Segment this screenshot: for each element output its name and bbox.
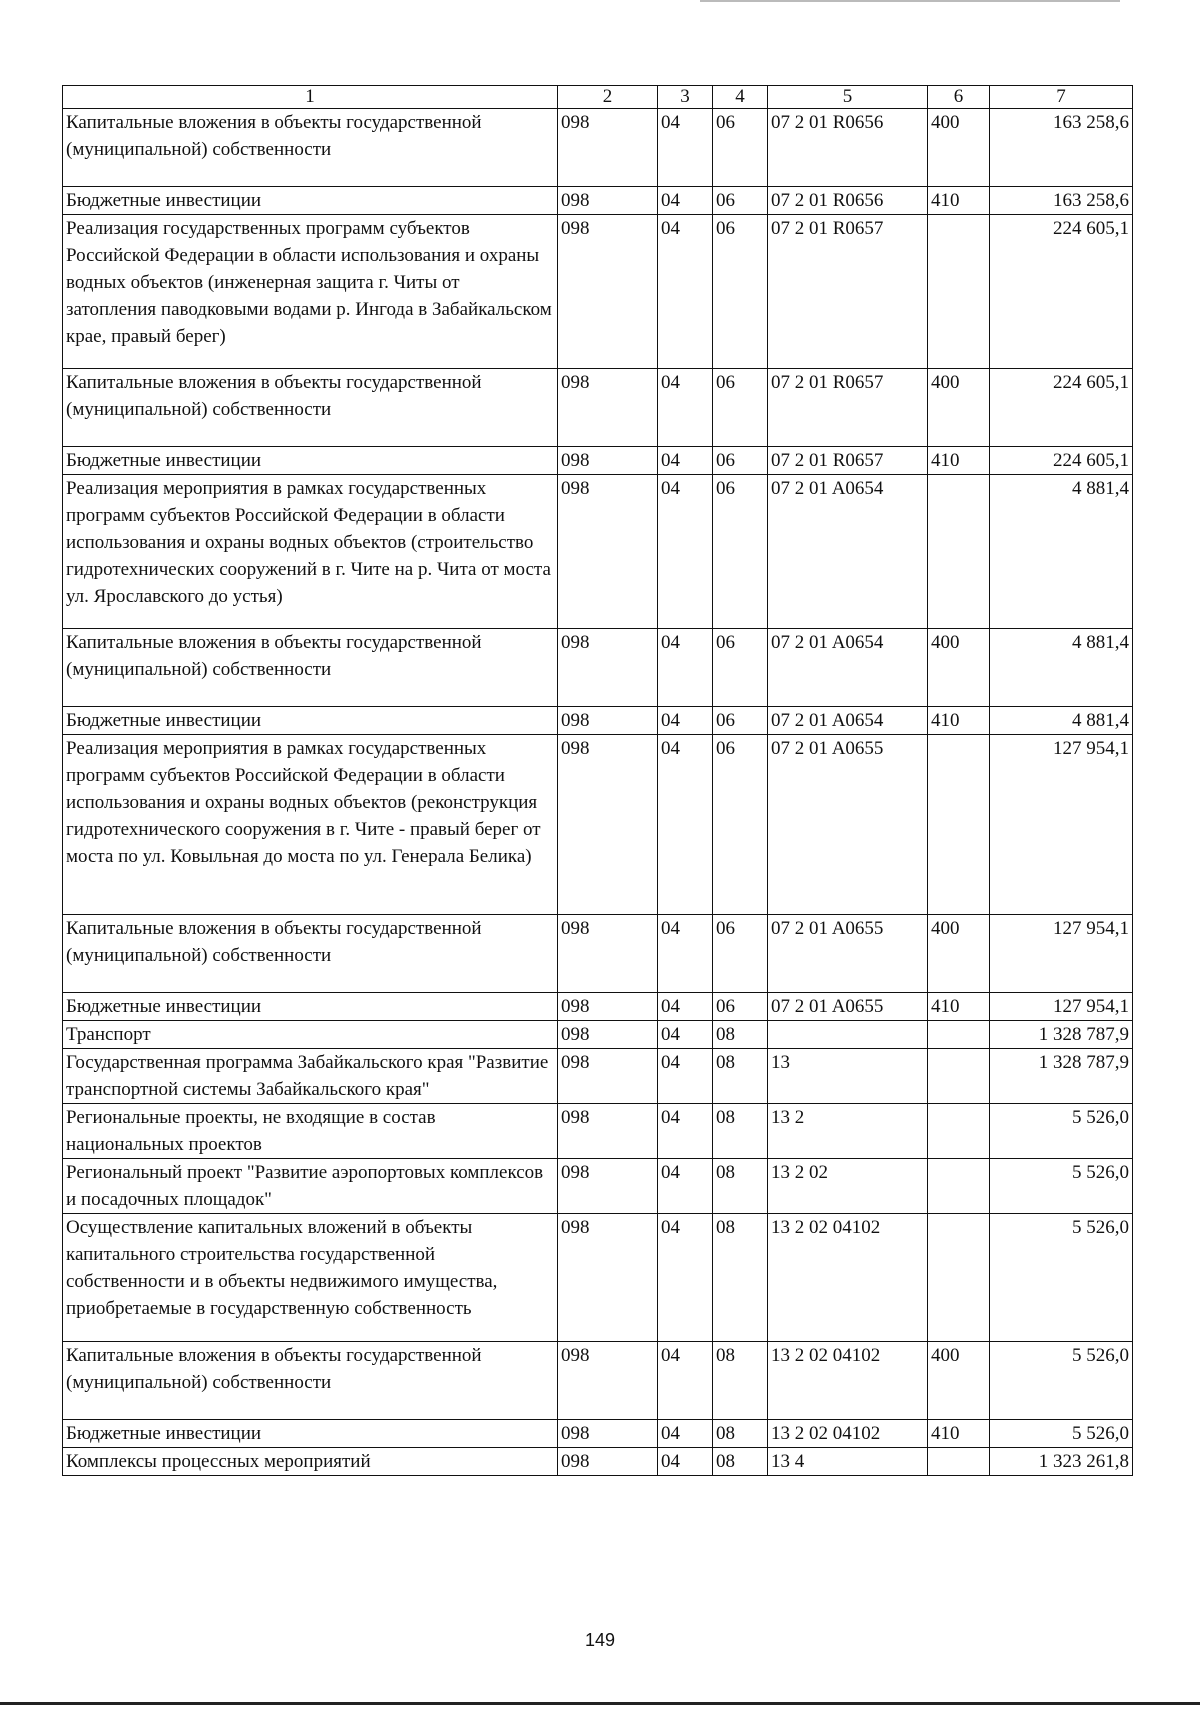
cell-description: Бюджетные инвестиции [63,187,558,215]
cell-amount: 1 323 261,8 [990,1448,1133,1476]
table-row [63,1021,1133,1049]
cell-amount: 224 605,1 [990,369,1133,447]
table-row [63,1159,1133,1214]
cell-expense-type: 410 [928,1420,990,1448]
page-number: 149 [584,1630,616,1650]
cell-target-code: 07 2 01 A0655 [768,735,928,915]
table-row [63,1214,1133,1342]
cell-description: Бюджетные инвестиции [63,993,558,1021]
cell-target-code [768,1021,928,1049]
cell-ministry-code: 098 [558,475,658,629]
header-col-5: 5 [768,86,928,109]
header-col-2: 2 [558,86,658,109]
cell-ministry-code: 098 [558,109,658,187]
cell-subsection-code: 06 [713,109,768,187]
cell-target-code: 13 2 [768,1104,928,1159]
cell-section-code: 04 [658,1049,713,1104]
table-row [63,1342,1133,1420]
cell-ministry-code: 098 [558,707,658,735]
cell-expense-type [928,1159,990,1214]
cell-subsection-code: 08 [713,1159,768,1214]
cell-description: Капитальные вложения в объекты государственной (муниципальной) собственности [63,109,558,187]
cell-expense-type [928,1448,990,1476]
table-row [63,1420,1133,1448]
table-row [63,915,1133,993]
cell-subsection-code: 08 [713,1049,768,1104]
cell-subsection-code: 08 [713,1021,768,1049]
cell-ministry-code: 098 [558,993,658,1021]
cell-target-code: 13 [768,1049,928,1104]
budget-table [62,85,1133,1476]
cell-section-code: 04 [658,369,713,447]
cell-section-code: 04 [658,215,713,369]
cell-target-code: 07 2 01 R0656 [768,109,928,187]
cell-expense-type: 400 [928,109,990,187]
table-row [63,629,1133,707]
cell-subsection-code: 08 [713,1448,768,1476]
cell-description: Бюджетные инвестиции [63,707,558,735]
budget-table-body [63,86,1133,1476]
table-row [63,993,1133,1021]
cell-expense-type: 410 [928,447,990,475]
cell-expense-type: 410 [928,993,990,1021]
cell-section-code: 04 [658,1021,713,1049]
cell-description: Государственная программа Забайкальского края "Развитие транспортной системы Забайкальского края" [63,1049,558,1104]
cell-amount: 5 526,0 [990,1342,1133,1420]
header-col-4: 4 [713,86,768,109]
cell-section-code: 04 [658,187,713,215]
cell-amount: 4 881,4 [990,475,1133,629]
cell-section-code: 04 [658,1104,713,1159]
table-row [63,1104,1133,1159]
cell-target-code: 07 2 01 A0655 [768,915,928,993]
cell-expense-type [928,215,990,369]
cell-description: Капитальные вложения в объекты государственной (муниципальной) собственности [63,1342,558,1420]
cell-description: Бюджетные инвестиции [63,1420,558,1448]
cell-section-code: 04 [658,109,713,187]
cell-ministry-code: 098 [558,447,658,475]
cell-amount: 127 954,1 [990,993,1133,1021]
table-row [63,369,1133,447]
cell-subsection-code: 08 [713,1104,768,1159]
cell-expense-type [928,1049,990,1104]
cell-section-code: 04 [658,475,713,629]
cell-ministry-code: 098 [558,735,658,915]
cell-ministry-code: 098 [558,1214,658,1342]
cell-expense-type: 410 [928,707,990,735]
cell-expense-type [928,1021,990,1049]
cell-subsection-code: 06 [713,707,768,735]
cell-ministry-code: 098 [558,1342,658,1420]
scan-edge-bottom [0,1702,1200,1705]
cell-description: Капитальные вложения в объекты государственной (муниципальной) собственности [63,629,558,707]
cell-section-code: 04 [658,707,713,735]
cell-amount: 224 605,1 [990,215,1133,369]
header-row [63,86,1133,109]
cell-section-code: 04 [658,993,713,1021]
cell-description: Осуществление капитальных вложений в объекты капитального строительства государственной собственности и в объекты недвижимого имущества, приобретаемые в государственную собственность [63,1214,558,1342]
cell-ministry-code: 098 [558,915,658,993]
cell-subsection-code: 06 [713,629,768,707]
table-row [63,1448,1133,1476]
cell-subsection-code: 06 [713,735,768,915]
cell-expense-type: 400 [928,369,990,447]
cell-expense-type: 400 [928,915,990,993]
cell-target-code: 13 2 02 [768,1159,928,1214]
cell-expense-type [928,735,990,915]
cell-subsection-code: 08 [713,1342,768,1420]
cell-target-code: 13 2 02 04102 [768,1342,928,1420]
cell-expense-type: 410 [928,187,990,215]
cell-subsection-code: 06 [713,215,768,369]
cell-target-code: 07 2 01 A0654 [768,707,928,735]
cell-description: Реализация мероприятия в рамках государственных программ субъектов Российской Федерации в области использования и охраны водных объектов (строительство гидротехнических сооружений в г. Чите на р. Чита от моста ул. Ярославского до устья) [63,475,558,629]
cell-target-code: 07 2 01 R0657 [768,215,928,369]
cell-amount: 4 881,4 [990,629,1133,707]
cell-expense-type: 400 [928,629,990,707]
cell-ministry-code: 098 [558,1021,658,1049]
cell-target-code: 07 2 01 R0656 [768,187,928,215]
cell-subsection-code: 06 [713,187,768,215]
header-col-7: 7 [990,86,1133,109]
cell-section-code: 04 [658,915,713,993]
table-row [63,735,1133,915]
cell-expense-type [928,1214,990,1342]
cell-amount: 127 954,1 [990,915,1133,993]
cell-amount: 1 328 787,9 [990,1049,1133,1104]
cell-section-code: 04 [658,735,713,915]
cell-target-code: 07 2 01 R0657 [768,369,928,447]
cell-subsection-code: 06 [713,915,768,993]
cell-description: Реализация мероприятия в рамках государственных программ субъектов Российской Федерации в области использования и охраны водных объектов (реконструкция гидротехнического сооружения в г. Чите - правый берег от моста по ул. Ковыльная до моста по ул. Генерала Белика) [63,735,558,915]
table-row [63,109,1133,187]
cell-ministry-code: 098 [558,1448,658,1476]
cell-ministry-code: 098 [558,1420,658,1448]
cell-subsection-code: 06 [713,447,768,475]
cell-description: Капитальные вложения в объекты государственной (муниципальной) собственности [63,369,558,447]
cell-section-code: 04 [658,629,713,707]
table-row [63,475,1133,629]
cell-ministry-code: 098 [558,1049,658,1104]
cell-amount: 5 526,0 [990,1104,1133,1159]
scan-edge-top [700,0,1120,2]
cell-amount: 4 881,4 [990,707,1133,735]
cell-subsection-code: 06 [713,369,768,447]
cell-ministry-code: 098 [558,187,658,215]
cell-target-code: 13 2 02 04102 [768,1420,928,1448]
header-col-6: 6 [928,86,990,109]
cell-section-code: 04 [658,1159,713,1214]
cell-description: Транспорт [63,1021,558,1049]
cell-expense-type: 400 [928,1342,990,1420]
cell-target-code: 07 2 01 A0654 [768,629,928,707]
cell-section-code: 04 [658,1420,713,1448]
cell-target-code: 13 4 [768,1448,928,1476]
table-row [63,1049,1133,1104]
cell-amount: 5 526,0 [990,1159,1133,1214]
cell-description: Капитальные вложения в объекты государственной (муниципальной) собственности [63,915,558,993]
cell-section-code: 04 [658,1448,713,1476]
cell-description: Реализация государственных программ субъектов Российской Федерации в области использования и охраны водных объектов (инженерная защита г. Читы от затопления паводковыми водами р. Ингода в Забайкальском крае, правый берег) [63,215,558,369]
cell-amount: 163 258,6 [990,187,1133,215]
cell-subsection-code: 08 [713,1420,768,1448]
cell-ministry-code: 098 [558,1159,658,1214]
table-row [63,215,1133,369]
cell-expense-type [928,1104,990,1159]
cell-description: Региональный проект "Развитие аэропортовых комплексов и посадочных площадок" [63,1159,558,1214]
table-row [63,707,1133,735]
cell-amount: 5 526,0 [990,1420,1133,1448]
cell-subsection-code: 06 [713,993,768,1021]
cell-amount: 5 526,0 [990,1214,1133,1342]
cell-subsection-code: 08 [713,1214,768,1342]
cell-expense-type [928,475,990,629]
cell-ministry-code: 098 [558,369,658,447]
cell-ministry-code: 098 [558,1104,658,1159]
cell-ministry-code: 098 [558,215,658,369]
cell-amount: 163 258,6 [990,109,1133,187]
cell-section-code: 04 [658,1214,713,1342]
cell-target-code: 07 2 01 A0654 [768,475,928,629]
table-row [63,447,1133,475]
cell-description: Бюджетные инвестиции [63,447,558,475]
cell-section-code: 04 [658,447,713,475]
header-col-1: 1 [63,86,558,109]
cell-section-code: 04 [658,1342,713,1420]
table-row [63,187,1133,215]
cell-description: Региональные проекты, не входящие в состав национальных проектов [63,1104,558,1159]
header-col-3: 3 [658,86,713,109]
cell-target-code: 07 2 01 R0657 [768,447,928,475]
cell-subsection-code: 06 [713,475,768,629]
cell-target-code: 07 2 01 A0655 [768,993,928,1021]
cell-ministry-code: 098 [558,629,658,707]
cell-amount: 127 954,1 [990,735,1133,915]
cell-target-code: 13 2 02 04102 [768,1214,928,1342]
cell-amount: 1 328 787,9 [990,1021,1133,1049]
cell-amount: 224 605,1 [990,447,1133,475]
cell-description: Комплексы процессных мероприятий [63,1448,558,1476]
